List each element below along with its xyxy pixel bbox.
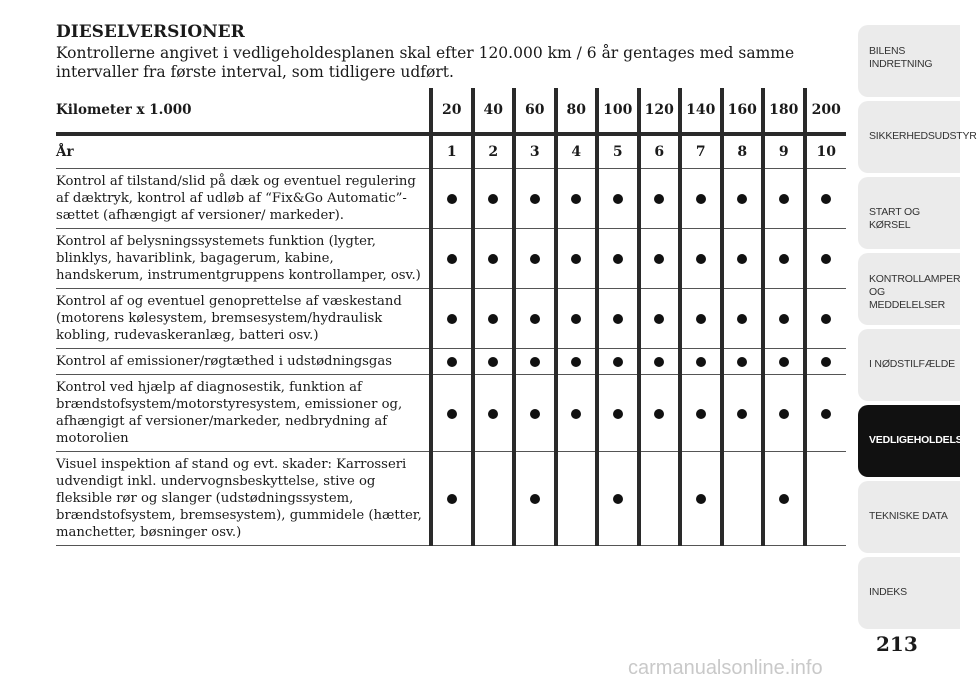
interval-cell: [597, 375, 639, 452]
check-dot-icon: [613, 314, 623, 324]
sidebar-tab[interactable]: [858, 329, 960, 401]
interval-cell: [431, 289, 473, 349]
interval-cell: [763, 375, 805, 452]
table-row: [56, 169, 846, 229]
page-number: 213: [876, 632, 918, 656]
sidebar-tab[interactable]: [858, 481, 960, 553]
interval-cell: [805, 375, 847, 452]
table-row: [56, 229, 846, 289]
check-description: Kontrol af belysningssystemets funktion (lygter, blinklys, havariblink, bagagerum, kabine, handskerum, instrumentgruppens kontrollamper, osv.): [56, 229, 431, 289]
year-label: År: [56, 134, 431, 169]
check-dot-icon: [779, 254, 789, 264]
interval-cell: [805, 452, 847, 546]
interval-cell: [431, 452, 473, 546]
table-row: [56, 452, 846, 546]
interval-cell: [763, 349, 805, 375]
interval-cell: [680, 169, 722, 229]
check-dot-icon: [488, 194, 498, 204]
interval-cell: [680, 349, 722, 375]
table-row: [56, 375, 846, 452]
check-dot-icon: [779, 494, 789, 504]
check-dot-icon: [779, 314, 789, 324]
sidebar-tab[interactable]: [858, 405, 970, 477]
interval-cell: [722, 375, 764, 452]
check-dot-icon: [821, 409, 831, 419]
check-dot-icon: [737, 357, 747, 367]
sidebar-tab[interactable]: [858, 177, 960, 249]
interval-cell: [639, 452, 681, 546]
check-dot-icon: [613, 254, 623, 264]
check-dot-icon: [696, 409, 706, 419]
year-value: 6: [639, 134, 681, 169]
kilometer-label: Kilometer x 1.000: [56, 88, 431, 134]
check-dot-icon: [821, 357, 831, 367]
check-dot-icon: [571, 357, 581, 367]
interval-cell: [597, 452, 639, 546]
check-dot-icon: [488, 357, 498, 367]
check-dot-icon: [530, 314, 540, 324]
check-dot-icon: [737, 254, 747, 264]
check-dot-icon: [571, 314, 581, 324]
check-dot-icon: [737, 314, 747, 324]
kilometer-value: 140: [680, 88, 722, 134]
year-value: 4: [556, 134, 598, 169]
interval-cell: [473, 452, 515, 546]
check-dot-icon: [447, 194, 457, 204]
interval-cell: [680, 229, 722, 289]
check-dot-icon: [571, 194, 581, 204]
sidebar-tab-label: VEDLIGEHOLDELSE: [869, 434, 970, 446]
interval-cell: [680, 452, 722, 546]
interval-cell: [473, 169, 515, 229]
sidebar-tab-label: INDEKS: [869, 586, 907, 598]
sidebar-tab-label: OG MEDDELELSER: [869, 286, 945, 311]
interval-cell: [514, 169, 556, 229]
check-dot-icon: [530, 357, 540, 367]
sidebar-tab-label: INDRETNING: [869, 58, 933, 70]
kilometer-header-row: [56, 88, 846, 134]
maintenance-schedule-table: [56, 88, 846, 546]
table-row: [56, 349, 846, 375]
check-dot-icon: [613, 357, 623, 367]
table-row: [56, 289, 846, 349]
interval-cell: [431, 229, 473, 289]
check-dot-icon: [530, 409, 540, 419]
check-dot-icon: [530, 494, 540, 504]
check-dot-icon: [737, 194, 747, 204]
interval-cell: [805, 349, 847, 375]
check-dot-icon: [696, 314, 706, 324]
kilometer-value: 40: [473, 88, 515, 134]
check-description: Kontrol af emissioner/røgtæthed i udstødningsgas: [56, 349, 431, 375]
interval-cell: [763, 289, 805, 349]
sidebar-tab[interactable]: [858, 101, 977, 173]
interval-cell: [514, 289, 556, 349]
interval-cell: [722, 289, 764, 349]
kilometer-value: 120: [639, 88, 681, 134]
interval-cell: [473, 375, 515, 452]
sidebar-tab-label: SIKKERHEDSUDSTYR: [869, 130, 977, 142]
check-dot-icon: [696, 357, 706, 367]
interval-cell: [431, 169, 473, 229]
interval-cell: [722, 169, 764, 229]
interval-cell: [597, 169, 639, 229]
interval-cell: [639, 229, 681, 289]
sidebar-tab[interactable]: [858, 253, 960, 325]
interval-cell: [639, 349, 681, 375]
interval-cell: [556, 349, 598, 375]
watermark: carmanualsonline.info: [628, 657, 823, 679]
year-value: 8: [722, 134, 764, 169]
check-dot-icon: [447, 494, 457, 504]
year-value: 7: [680, 134, 722, 169]
interval-cell: [431, 375, 473, 452]
check-dot-icon: [821, 314, 831, 324]
interval-cell: [556, 229, 598, 289]
interval-cell: [514, 375, 556, 452]
intro-paragraph: Kontrollerne angivet i vedligeholdesplanen skal efter 120.000 km / 6 år gentages med samme intervaller fra første interval, som tidligere udført.: [56, 44, 795, 81]
kilometer-value: 60: [514, 88, 556, 134]
check-dot-icon: [821, 254, 831, 264]
check-dot-icon: [530, 254, 540, 264]
interval-cell: [431, 349, 473, 375]
interval-cell: [639, 169, 681, 229]
check-description: Kontrol af og eventuel genoprettelse af væskestand (motorens kølesystem, bremsesystem/hydraulisk kobling, rudevaskeranlæg, batteri osv.): [56, 289, 431, 349]
year-header-row: [56, 134, 846, 169]
interval-cell: [639, 289, 681, 349]
check-dot-icon: [821, 194, 831, 204]
interval-cell: [763, 452, 805, 546]
interval-cell: [722, 229, 764, 289]
kilometer-value: 180: [763, 88, 805, 134]
interval-cell: [473, 289, 515, 349]
check-dot-icon: [488, 314, 498, 324]
check-dot-icon: [447, 314, 457, 324]
check-dot-icon: [779, 409, 789, 419]
check-dot-icon: [447, 409, 457, 419]
kilometer-value: 80: [556, 88, 598, 134]
check-dot-icon: [613, 409, 623, 419]
section-heading: DIESELVERSIONER: [56, 22, 245, 42]
interval-cell: [597, 289, 639, 349]
sidebar-tab[interactable]: [858, 25, 960, 97]
sidebar-tab-label: I NØDSTILFÆLDE: [869, 358, 955, 370]
interval-cell: [597, 349, 639, 375]
interval-cell: [805, 289, 847, 349]
check-description: Kontrol ved hjælp af diagnosestik, funktion af brændstofsystem/motorstyresystem, emissioner og, afhængigt af versioner/markeder, nedbrydning af motorolien: [56, 375, 431, 452]
interval-cell: [514, 349, 556, 375]
interval-cell: [763, 229, 805, 289]
check-dot-icon: [696, 494, 706, 504]
interval-cell: [473, 349, 515, 375]
year-value: 3: [514, 134, 556, 169]
check-description: Kontrol af tilstand/slid på dæk og eventuel regulering af dæktryk, kontrol af udløb af “Fix&Go Automatic”-sættet (afhængigt af versioner/ markeder).: [56, 169, 431, 229]
check-dot-icon: [488, 254, 498, 264]
page-content: [56, 22, 846, 82]
check-dot-icon: [779, 194, 789, 204]
check-dot-icon: [696, 254, 706, 264]
interval-cell: [763, 169, 805, 229]
year-value: 9: [763, 134, 805, 169]
check-dot-icon: [571, 254, 581, 264]
interval-cell: [680, 289, 722, 349]
kilometer-value: 100: [597, 88, 639, 134]
check-dot-icon: [447, 357, 457, 367]
interval-cell: [556, 289, 598, 349]
check-dot-icon: [696, 194, 706, 204]
sidebar-tab-label: TEKNISKE DATA: [869, 510, 948, 522]
check-dot-icon: [654, 254, 664, 264]
year-value: 1: [431, 134, 473, 169]
check-dot-icon: [654, 409, 664, 419]
check-dot-icon: [654, 194, 664, 204]
kilometer-value: 20: [431, 88, 473, 134]
year-value: 2: [473, 134, 515, 169]
interval-cell: [805, 229, 847, 289]
interval-cell: [680, 375, 722, 452]
check-dot-icon: [613, 494, 623, 504]
interval-cell: [639, 375, 681, 452]
check-dot-icon: [654, 357, 664, 367]
interval-cell: [556, 452, 598, 546]
interval-cell: [722, 349, 764, 375]
sidebar-tab-label: BILENS: [869, 45, 906, 57]
year-value: 10: [805, 134, 847, 169]
sidebar-tab-label: KONTROLLAMPER: [869, 273, 961, 285]
interval-cell: [722, 452, 764, 546]
chapter-sidebar: [858, 25, 977, 633]
check-dot-icon: [571, 409, 581, 419]
kilometer-value: 160: [722, 88, 764, 134]
sidebar-tab[interactable]: [858, 557, 960, 629]
check-dot-icon: [737, 409, 747, 419]
interval-cell: [514, 229, 556, 289]
check-dot-icon: [654, 314, 664, 324]
check-dot-icon: [530, 194, 540, 204]
interval-cell: [473, 229, 515, 289]
interval-cell: [597, 229, 639, 289]
check-dot-icon: [613, 194, 623, 204]
check-dot-icon: [447, 254, 457, 264]
year-value: 5: [597, 134, 639, 169]
interval-cell: [514, 452, 556, 546]
interval-cell: [556, 375, 598, 452]
check-dot-icon: [488, 409, 498, 419]
interval-cell: [556, 169, 598, 229]
check-description: Visuel inspektion af stand og evt. skader: Karrosseri udvendigt inkl. undervognsbeskyttelse, stive og fleksible rør og slanger (udstødningssystem, brændstofsystem, bremsesystem), gummidele (hætter, manchetter, bøsninger osv.): [56, 452, 431, 546]
interval-cell: [805, 169, 847, 229]
kilometer-value: 200: [805, 88, 847, 134]
check-dot-icon: [779, 357, 789, 367]
sidebar-tab-label: START OG KØRSEL: [869, 206, 920, 231]
